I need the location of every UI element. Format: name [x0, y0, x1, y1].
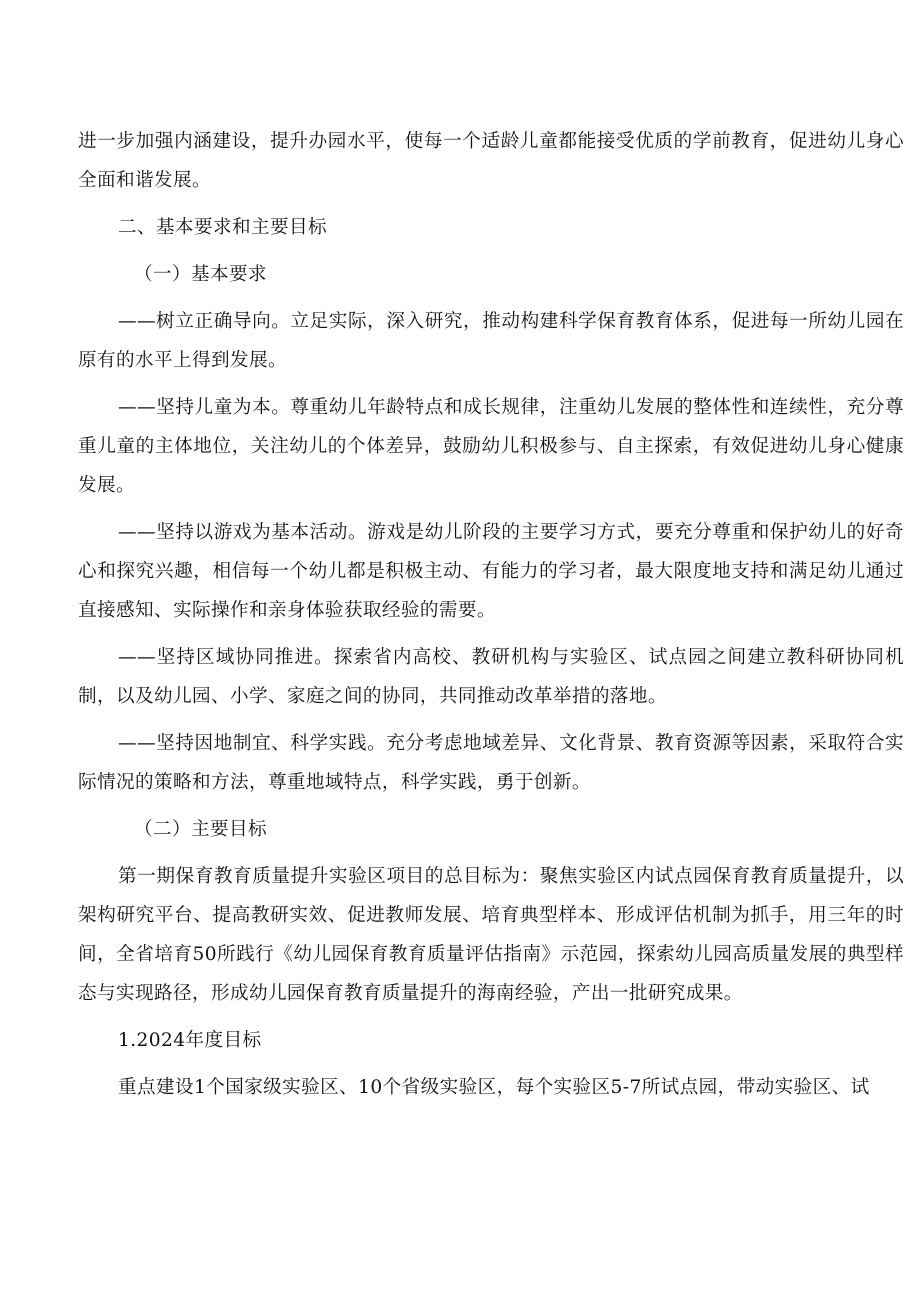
- paragraph-overall-goal: 第一期保育教育质量提升实验区项目的总目标为：聚焦实验区内试点园保育教育质量提升，以架构研究平台、提高教研实效、促进教师发展、培育典型样本、形成评估机制为抓手，用三年的时间，全省培育50所践行《幼儿园保育教育质量评估指南》示范园，探索幼儿园高质量发展的典型样态与实现路径，形成幼儿园保育教育质量提升的海南经验，产出一批研究成果。: [78, 866, 904, 1004]
- paragraph-gap: [78, 716, 904, 724]
- subsection-heading-main-goals: （二）主要目标: [134, 819, 267, 840]
- paragraph-gap: [78, 1013, 904, 1021]
- paragraph-regional-collaboration: ——坚持区域协同推进。探索省内高校、教研机构与实验区、试点园之间建立教科研协同机制，以及幼儿园、小学、家庭之间的协同，共同推动改革举措的落地。: [78, 647, 904, 707]
- subsection-heading-2024-goals: 1.2024年度目标: [118, 1030, 262, 1051]
- paragraph-gap: [78, 505, 904, 513]
- paragraph-2024-goals: 重点建设1个国家级实验区、10个省级实验区，每个实验区5-7所试点园，带动实验区、试: [118, 1077, 870, 1098]
- section-heading-basic-requirements-and-goals: 二、基本要求和主要目标: [118, 217, 327, 238]
- paragraph-local-conditions: ——坚持因地制宜、科学实践。充分考虑地域差异、文化背景、教育资源等因素，采取符合实际情况的策略和方法，尊重地域特点，科学实践，勇于创新。: [78, 733, 904, 793]
- paragraph-gap: [78, 380, 904, 388]
- paragraph-gap: [78, 294, 904, 302]
- document-body: [78, 122, 904, 1107]
- paragraph-gap: [78, 630, 904, 638]
- paragraph-gap: [78, 849, 904, 857]
- paragraph-play-based: ——坚持以游戏为基本活动。游戏是幼儿阶段的主要学习方式，要充分尊重和保护幼儿的好奇心和探究兴趣，相信每一个幼儿都是积极主动、有能力的学习者，最大限度地支持和满足幼儿通过直接感知、实际操作和亲身体验获取经验的需要。: [78, 522, 904, 621]
- paragraph-intro-continued: 进一步加强内涵建设，提升办园水平，使每一个适龄儿童都能接受优质的学前教育，促进幼儿身心全面和谐发展。: [78, 131, 904, 191]
- paragraph-correct-orientation: ——树立正确导向。立足实际，深入研究，推动构建科学保育教育体系，促进每一所幼儿园在原有的水平上得到发展。: [78, 311, 904, 371]
- subsection-heading-basic-requirements: （一）基本要求: [134, 264, 267, 285]
- paragraph-gap: [78, 802, 904, 810]
- paragraph-gap: [78, 247, 904, 255]
- paragraph-gap: [78, 200, 904, 208]
- paragraph-child-centered: ——坚持儿童为本。尊重幼儿年龄特点和成长规律，注重幼儿发展的整体性和连续性，充分尊重儿童的主体地位，关注幼儿的个体差异，鼓励幼儿积极参与、自主探索，有效促进幼儿身心健康发展。: [78, 397, 904, 496]
- paragraph-gap: [78, 1060, 904, 1068]
